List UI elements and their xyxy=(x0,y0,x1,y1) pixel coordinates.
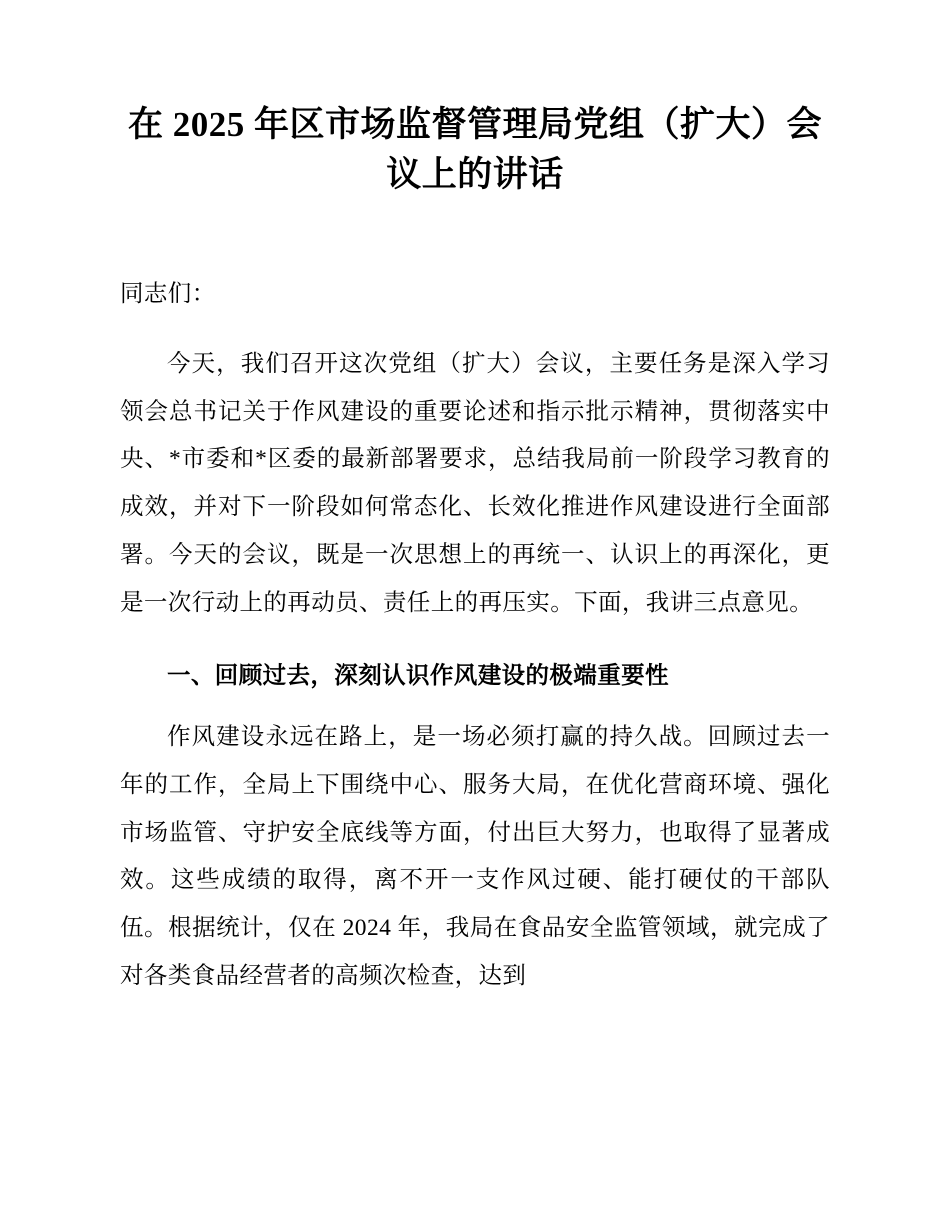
document-body xyxy=(120,271,830,1000)
intro-paragraph: 今天，我们召开这次党组（扩大）会议，主要任务是深入学习领会总书记关于作风建设的重要论述和指示批示精神，贯彻落实中央、*市委和*区委的最新部署要求，总结我局前一阶段学习教育的成效，并对下一阶段如何常态化、长效化推进作风建设进行全面部署。今天的会议，既是一次思想上的再统一、认识上的再深化，更是一次行动上的再动员、责任上的再压实。下面，我讲三点意见。 xyxy=(120,351,830,616)
salutation: 同志们： xyxy=(120,281,216,308)
page-title: 在 2025 年区市场监督管理局党组（扩大）会议上的讲话 xyxy=(127,105,822,194)
section-heading-1: 一、回顾过去，深刻认识作风建设的极端重要性 xyxy=(167,663,669,690)
section-1-paragraph-1: 作风建设永远在路上，是一场必须打赢的持久战。回顾过去一年的工作，全局上下围绕中心、服务大局，在优化营商环境、强化市场监管、守护安全底线等方面，付出巨大努力，也取得了显著成效。这些成绩的取得，离不开一支作风过硬、能打硬仗的干部队伍。根据统计，仅在 2024 年，我局在食品安全监管领域，就完成了对各类食品经营者的高频次检查，达到 xyxy=(120,724,830,989)
